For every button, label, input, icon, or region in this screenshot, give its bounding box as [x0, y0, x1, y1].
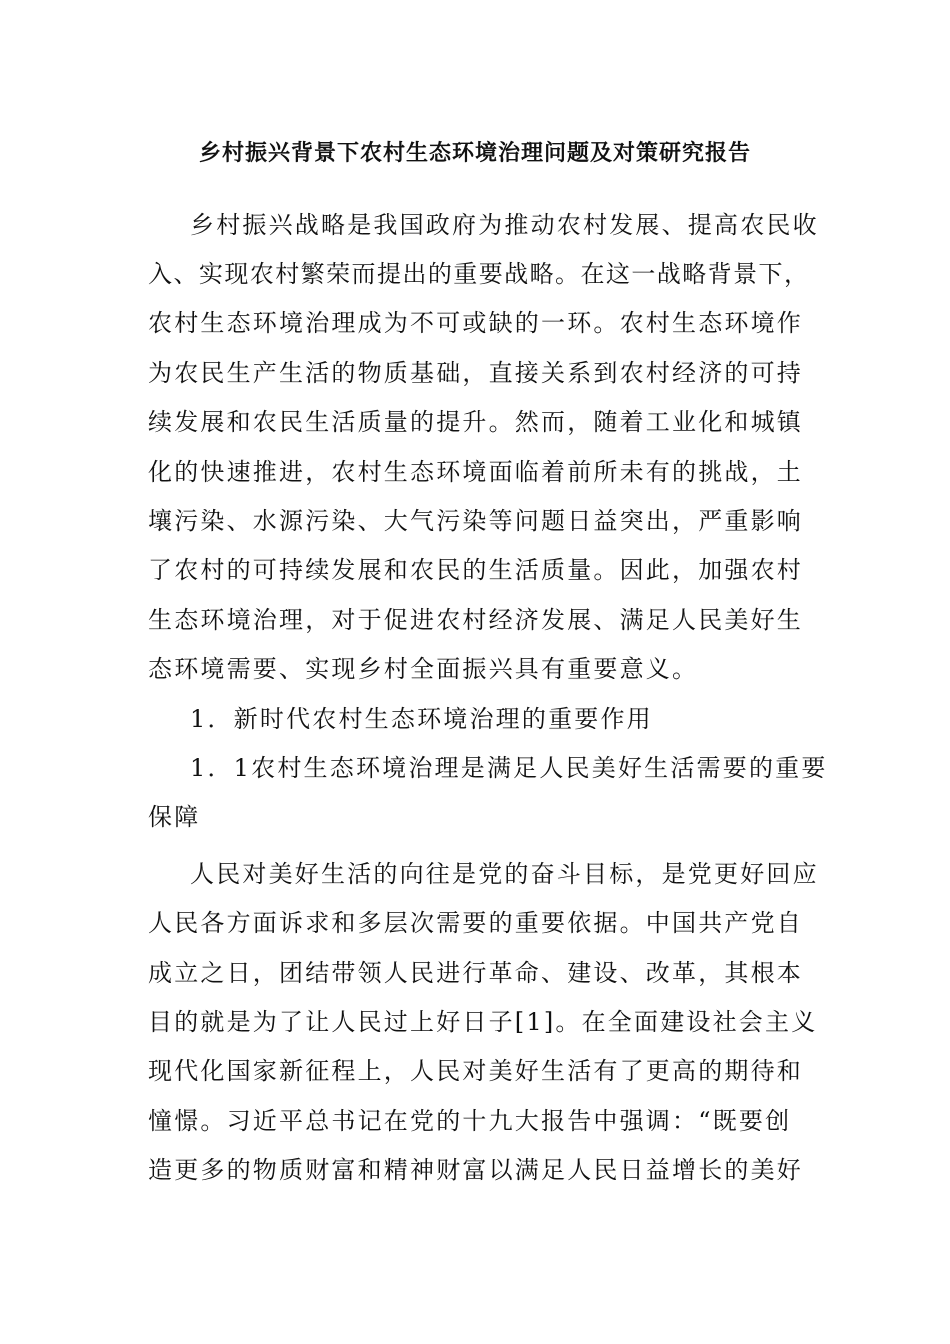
section-heading: 1．新时代农村生态环境治理的重要作用 [190, 705, 653, 733]
paragraph-line: 造更多的物质财富和精神财富以满足人民日益增长的美好 [148, 1156, 803, 1184]
paragraph-line: 壤污染、水源污染、大气污染等问题日益突出，严重影响 [148, 507, 803, 535]
paragraph-line: 化的快速推进，农村生态环境面临着前所未有的挑战，土 [148, 458, 803, 486]
paragraph-line: 憧憬。习近平总书记在党的十九大报告中强调：“既要创 [148, 1107, 792, 1135]
paragraph-line: 了农村的可持续发展和农民的生活质量。因此，加强农村 [148, 556, 803, 584]
paragraph-line: 成立之日，团结带领人民进行革命、建设、改革，其根本 [148, 959, 803, 987]
document-title: 乡村振兴背景下农村生态环境治理问题及对策研究报告 [198, 140, 751, 166]
paragraph-line: 为农民生产生活的物质基础，直接关系到农村经济的可持 [148, 359, 803, 387]
paragraph-line: 现代化国家新征程上，人民对美好生活有了更高的期待和 [148, 1057, 803, 1085]
subsection-heading-continued: 保障 [148, 803, 201, 831]
subsection-heading: 1．1农村生态环境治理是满足人民美好生活需要的重要 [190, 754, 828, 782]
paragraph-line: 入、实现农村繁荣而提出的重要战略。在这一战略背景下， [148, 260, 808, 288]
paragraph-line: 态环境需要、实现乡村全面振兴具有重要意义。 [148, 655, 699, 683]
paragraph-line: 人民各方面诉求和多层次需要的重要依据。中国共产党自 [148, 909, 803, 937]
paragraph-line: 生态环境治理，对于促进农村经济发展、满足人民美好生 [148, 606, 803, 634]
paragraph-line: 人民对美好生活的向往是党的奋斗目标，是党更好回应 [190, 860, 819, 888]
paragraph-line: 目的就是为了让人民过上好日子[1]。在全面建设社会主义 [148, 1008, 818, 1036]
paragraph-line: 续发展和农民生活质量的提升。然而，随着工业化和城镇 [148, 408, 803, 436]
paragraph-line: 乡村振兴战略是我国政府为推动农村发展、提高农民收 [190, 211, 819, 239]
paragraph-line: 农村生态环境治理成为不可或缺的一环。农村生态环境作 [148, 309, 803, 337]
